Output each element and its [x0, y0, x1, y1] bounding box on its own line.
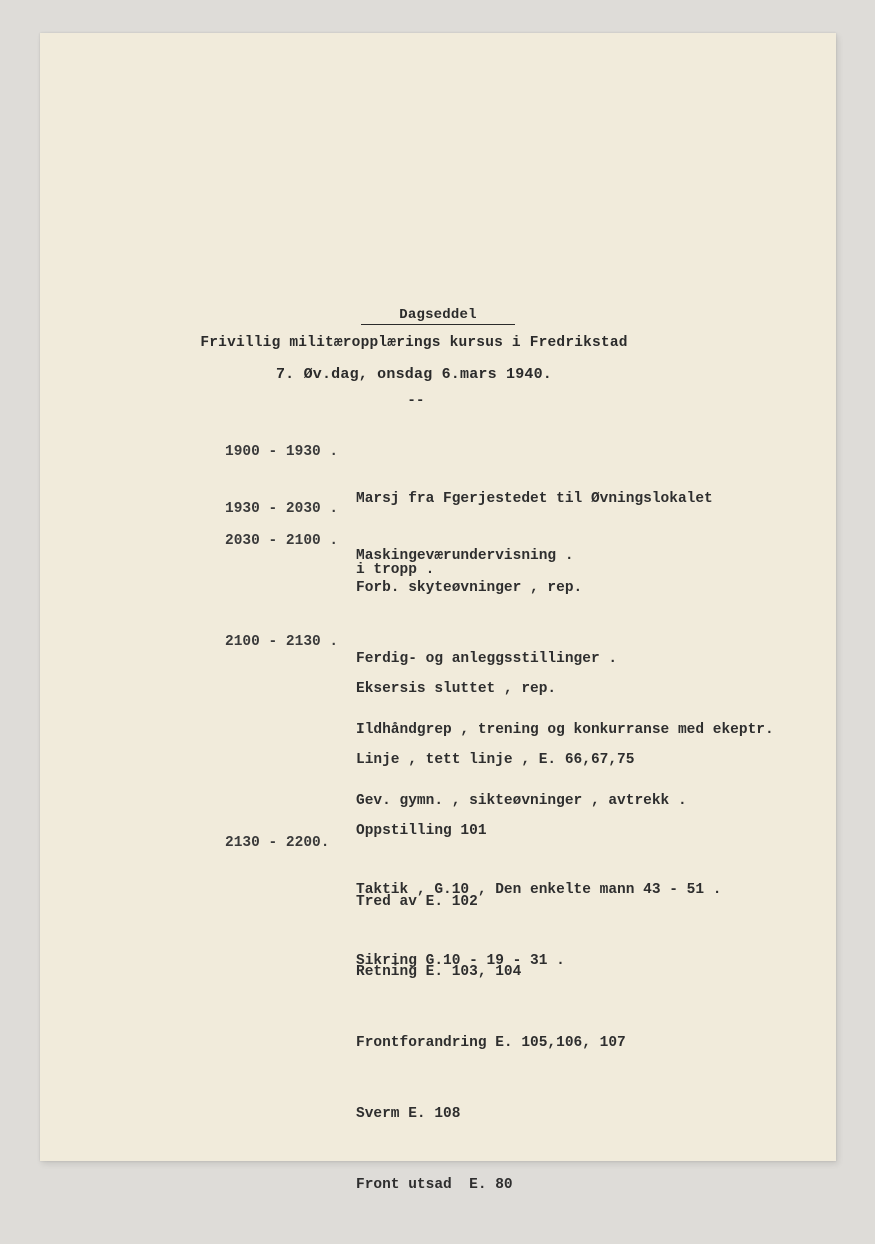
activity-line: Eksersis sluttet , rep. [356, 681, 557, 698]
entry-time: 1900 - 1930 . [225, 444, 339, 460]
activity-line: Maskingeværundervisning . [356, 548, 574, 565]
activity-line: Frontforandring E. 105,106, 107 [356, 1035, 626, 1052]
activity-line: Taktik , G.10 , Den enkelte mann 43 - 51 . [356, 882, 722, 899]
activity-line: Forb. skyteøvninger , rep. [356, 580, 583, 597]
activity-line: Marsj fra Fgerjestedet til Øvningslokalet [356, 491, 713, 508]
activity-line: Tred av E. 102 [356, 893, 478, 910]
activity-line: Ferdig- og anleggsstillinger . [356, 650, 618, 667]
separator: -- [407, 393, 425, 409]
activity-line: Sverm E. 108 [356, 1105, 461, 1122]
document-dateline: 7. Øv.dag, onsdag 6.mars 1940. [275, 366, 553, 383]
document-subtitle: Frivillig militæropplærings kursus i Fredrikstad [200, 335, 628, 351]
paper-sheet [40, 33, 836, 1193]
entry-activities [356, 832, 721, 1021]
activity-line: Ildhåndgrep , trening og konkurranse med ekeptr. [356, 721, 774, 738]
activity-line: Sikring G.10 - 19 - 31 . [356, 952, 565, 969]
activity-line: Front utsad E. 80 [356, 1176, 513, 1193]
activity-line: i tropp . [356, 561, 435, 578]
entry-time: 2030 - 2100 . [225, 533, 339, 549]
entry-time: 1930 - 2030 . [225, 501, 339, 517]
activity-line: Gev. gymn. , sikteøvninger , avtrekk . [356, 792, 687, 809]
entry-time: 2130 - 2200. [225, 835, 330, 851]
activity-line: Retning E. 103, 104 [356, 964, 522, 981]
document-title: Dagseddel [40, 307, 836, 325]
activity-line: Linje , tett linje , E. 66,67,75 [356, 751, 635, 768]
activity-line: Oppstilling 101 [356, 822, 487, 839]
entry-time: 2100 - 2130 . [225, 634, 339, 650]
